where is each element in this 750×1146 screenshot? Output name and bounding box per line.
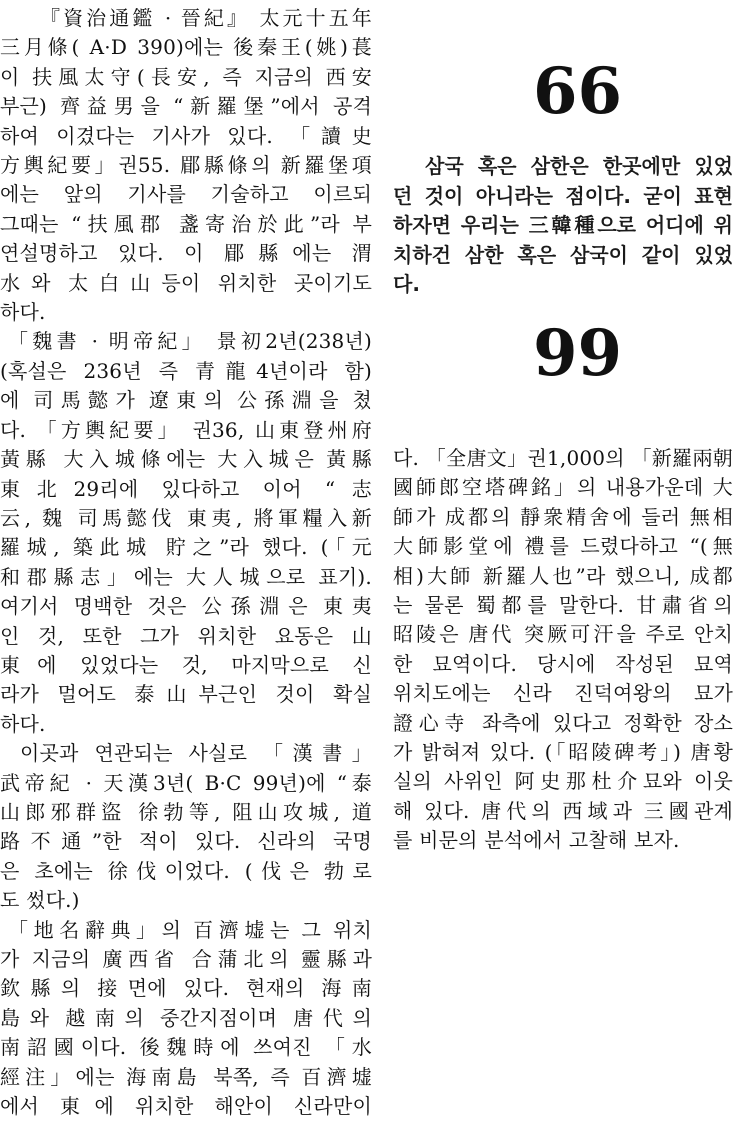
pull-quote (393, 54, 733, 391)
text-line: 해 있다. 唐代의 西域과 三國관계 (393, 798, 733, 823)
text-line: 水와 太白山등이 위치한 곳이기도 (0, 270, 372, 295)
text-line: 를 비문의 분석에서 고찰해 보자. (393, 828, 680, 853)
quote-line: 치하건 삼한 혹은 삼국이 같이 있었 (393, 242, 733, 267)
text-line: 師가 成都의 靜衆精舍에 들러 無相 (393, 504, 733, 529)
text-line: 路不通”한 적이 있다. 신라의 국명 (0, 829, 372, 854)
text-line: 「魏書 · 明帝紀」 景初2년(238년) (8, 329, 372, 354)
text-line: 도 썼다.) (0, 888, 80, 913)
text-line: 昭陵은 唐代 突厥可汗을 주로 안치 (393, 622, 733, 647)
text-line: 가 밝혀져 있다. (「昭陵碑考」) 唐황 (393, 740, 733, 765)
text-line: 證心寺 좌측에 있다고 정확한 장소 (393, 710, 733, 735)
text-line: 三月條( A·D 390)에는 後秦王(姚)萇 (0, 35, 372, 60)
text-line: 다. 「全唐文」권1,000의 「新羅兩朝 (393, 446, 733, 470)
text-line: 라가 멀어도 泰山부근인 것이 확실 (0, 682, 372, 707)
text-line: 島와 越南의 중간지점이며 唐代의 (0, 1005, 372, 1030)
close-quote-mark: 99 (533, 316, 623, 391)
paragraph-weishu (0, 327, 372, 739)
paragraph-hanshu (0, 739, 372, 915)
text-line: 和郡縣志」에는 大人城으로 표기). (0, 564, 372, 589)
text-line: 부근) 齊益男을 “新羅堡”에서 공격 (0, 94, 372, 119)
text-line: 에 司馬懿가 遼東의 公孫淵을 쳤 (0, 388, 372, 413)
text-line: 그때는 “扶風郡 盞寄治於此”라 부 (0, 211, 372, 236)
text-line: 東에 있었다는 것, 마지막으로 신 (0, 652, 372, 677)
text-line: 「地名辭典」의 百濟墟는 그 위치 (8, 917, 372, 942)
paragraph-diming-cidian (0, 916, 372, 1122)
text-line: 黃縣 大入城條에는 大入城은 黃縣 (0, 447, 372, 472)
right-text-column (393, 444, 733, 856)
text-line: 하여 이겼다는 기사가 있다. 「讀史 (0, 123, 372, 148)
quote-line: 다. (393, 272, 420, 296)
text-line: 國師郎空塔碑銘」의 내용가운데 大 (393, 475, 733, 500)
text-line: 한 묘역이다. 당시에 작성된 묘역 (393, 651, 733, 676)
quote-line: 삼국 혹은 삼한은 한곳에만 있었 (425, 154, 733, 178)
text-line: 欽縣의 接면에 있다. 현재의 海南 (0, 976, 372, 1001)
text-line: 大師影堂에 禮를 드렸다하고 “(無 (393, 534, 733, 559)
text-line: 연설명하고 있다. 이 郿縣에는 渭 (0, 241, 372, 266)
text-line: 相)大師 新羅人也”라 했으니, 成都 (393, 563, 733, 588)
text-line: 하다. (0, 711, 46, 736)
text-line: 에는 앞의 기사를 기술하고 이르되 (0, 182, 372, 207)
paragraph-zizhi-tongjian (0, 4, 372, 327)
text-line: (혹설은 236년 즉 青龍4년이라 함) (0, 358, 372, 383)
text-line: 실의 사위인 阿史那杜介묘와 이웃 (393, 769, 733, 794)
text-line: 東北29리에 있다하고 이어 “志 (0, 476, 372, 501)
left-text-column (0, 4, 372, 1121)
text-line: 여기서 명백한 것은 公孫淵은 東夷 (0, 594, 372, 619)
text-line: 羅城, 築此城 貯之”라 했다. (「元 (0, 535, 372, 560)
text-line: 에서 東에 위치한 해안이 신라만이 (0, 1094, 372, 1119)
text-line: 이곳과 연관되는 사실로 「漢書」 (20, 741, 372, 766)
text-line: 云, 魏 司馬懿伐 東夷, 將軍糧入新 (0, 505, 372, 530)
quote-line: 하자면 우리는 三韓種으로 어디에 위 (393, 213, 733, 237)
open-quote-mark: 66 (533, 54, 623, 129)
text-line: 南詔國이다. 後魏時에 쓰여진 「水 (0, 1035, 372, 1060)
text-line: 이 扶風太守(長安, 즉 지금의 西安 (0, 64, 372, 89)
quote-line: 던 것이 아니라는 점이다. 굳이 표현 (393, 183, 733, 208)
text-line: 인 것, 또한 그가 위치한 요동은 山 (0, 623, 372, 648)
text-line: 는 물론 蜀都를 말한다. 甘肅省의 (393, 593, 733, 618)
pull-quote-text (393, 152, 733, 300)
text-line: 위치도에는 신라 진덕여왕의 묘가 (393, 681, 733, 706)
text-line: 하다. (0, 300, 46, 325)
text-line: 武帝紀 · 天漢3년( B·C 99년)에 “泰 (0, 770, 372, 795)
text-line: 『資治通鑑 · 晉紀』 太元十五年 (40, 6, 372, 30)
text-line: 山郎邪群盜 徐勃等, 阻山攻城, 道 (0, 799, 372, 824)
text-line: 가 지금의 廣西省 合蒲北의 靈縣과 (0, 947, 372, 971)
text-line: 經注」에는 海南島 북쪽, 즉 百濟墟 (0, 1064, 372, 1089)
text-line: 다. 「方輿紀要」 권36, 山東登州府 (0, 417, 372, 442)
text-line: 은 초에는 徐伐이었다. (伐은 勃로 (0, 858, 372, 883)
text-line: 方輿紀要」권55. 郿縣條의 新羅堡項 (0, 153, 372, 178)
